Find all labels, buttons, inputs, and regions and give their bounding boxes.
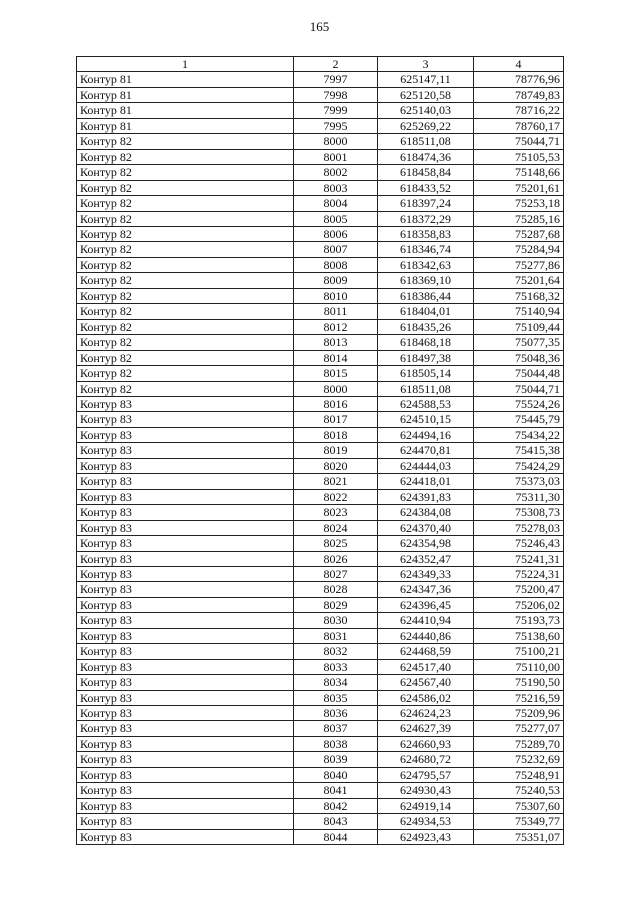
y-coordinate-cell: 75232,69 (474, 752, 564, 767)
x-coordinate-cell: 624440,86 (378, 628, 474, 643)
y-coordinate-cell: 75105,53 (474, 149, 564, 164)
x-coordinate-cell: 624624,23 (378, 706, 474, 721)
x-coordinate-cell: 618397,24 (378, 196, 474, 211)
y-coordinate-cell: 75044,71 (474, 381, 564, 396)
contour-name-cell: Контур 83 (77, 582, 294, 597)
point-number-cell: 7998 (294, 87, 378, 102)
contour-name-cell: Контур 83 (77, 412, 294, 427)
table-row (77, 675, 564, 690)
point-number-cell: 8015 (294, 366, 378, 381)
point-number-cell: 8012 (294, 319, 378, 334)
contour-name-cell: Контур 83 (77, 628, 294, 643)
table-row (77, 474, 564, 489)
table-row (77, 752, 564, 767)
contour-name-cell: Контур 83 (77, 752, 294, 767)
x-coordinate-cell: 618435,26 (378, 319, 474, 334)
y-coordinate-cell: 75216,59 (474, 690, 564, 705)
column-header-2: 2 (294, 57, 378, 72)
page-number: 165 (309, 19, 330, 34)
contour-name-cell: Контур 83 (77, 798, 294, 813)
y-coordinate-cell: 75424,29 (474, 458, 564, 473)
column-header-1: 1 (77, 57, 294, 72)
x-coordinate-cell: 624352,47 (378, 551, 474, 566)
point-number-cell: 8011 (294, 304, 378, 319)
contour-name-cell: Контур 82 (77, 288, 294, 303)
point-number-cell: 8000 (294, 134, 378, 149)
table-row (77, 288, 564, 303)
table-row (77, 690, 564, 705)
point-number-cell: 8018 (294, 427, 378, 442)
table-header-row (77, 57, 564, 72)
y-coordinate-cell: 75200,47 (474, 582, 564, 597)
y-coordinate-cell: 75524,26 (474, 396, 564, 411)
point-number-cell: 8002 (294, 165, 378, 180)
table-row (77, 659, 564, 674)
point-number-cell: 8026 (294, 551, 378, 566)
x-coordinate-cell: 618497,38 (378, 350, 474, 365)
table-row (77, 505, 564, 520)
y-coordinate-cell: 75241,31 (474, 551, 564, 566)
y-coordinate-cell: 75110,00 (474, 659, 564, 674)
contour-name-cell: Контур 83 (77, 536, 294, 551)
point-number-cell: 7999 (294, 103, 378, 118)
y-coordinate-cell: 75415,38 (474, 443, 564, 458)
point-number-cell: 8016 (294, 396, 378, 411)
table-row (77, 304, 564, 319)
x-coordinate-cell: 618404,01 (378, 304, 474, 319)
point-number-cell: 8007 (294, 242, 378, 257)
x-coordinate-cell: 618386,44 (378, 288, 474, 303)
contour-name-cell: Контур 82 (77, 180, 294, 195)
contour-name-cell: Контур 83 (77, 721, 294, 736)
x-coordinate-cell: 624567,40 (378, 675, 474, 690)
x-coordinate-cell: 624391,83 (378, 489, 474, 504)
x-coordinate-cell: 624588,53 (378, 396, 474, 411)
y-coordinate-cell: 75224,31 (474, 566, 564, 581)
contour-name-cell: Контур 82 (77, 165, 294, 180)
point-number-cell: 8032 (294, 644, 378, 659)
contour-name-cell: Контур 83 (77, 489, 294, 504)
table-row (77, 87, 564, 102)
table-row (77, 273, 564, 288)
point-number-cell: 8022 (294, 489, 378, 504)
point-number-cell: 8020 (294, 458, 378, 473)
contour-name-cell: Контур 82 (77, 319, 294, 334)
point-number-cell: 8009 (294, 273, 378, 288)
contour-name-cell: Контур 82 (77, 134, 294, 149)
table-row (77, 427, 564, 442)
point-number-cell: 8019 (294, 443, 378, 458)
table-row (77, 412, 564, 427)
y-coordinate-cell: 75138,60 (474, 628, 564, 643)
contour-name-cell: Контур 82 (77, 226, 294, 241)
contour-name-cell: Контур 83 (77, 814, 294, 829)
y-coordinate-cell: 75044,71 (474, 134, 564, 149)
y-coordinate-cell: 75148,66 (474, 165, 564, 180)
coordinates-table (76, 56, 564, 845)
contour-name-cell: Контур 82 (77, 149, 294, 164)
point-number-cell: 8040 (294, 767, 378, 782)
contour-name-cell: Контур 83 (77, 644, 294, 659)
y-coordinate-cell: 75100,21 (474, 644, 564, 659)
x-coordinate-cell: 624384,08 (378, 505, 474, 520)
contour-name-cell: Контур 81 (77, 118, 294, 133)
x-coordinate-cell: 624919,14 (378, 798, 474, 813)
contour-name-cell: Контур 81 (77, 72, 294, 87)
contour-name-cell: Контур 83 (77, 443, 294, 458)
y-coordinate-cell: 75284,94 (474, 242, 564, 257)
y-coordinate-cell: 75307,60 (474, 798, 564, 813)
contour-name-cell: Контур 83 (77, 520, 294, 535)
table-row (77, 644, 564, 659)
table-row (77, 489, 564, 504)
point-number-cell: 8003 (294, 180, 378, 195)
point-number-cell: 8004 (294, 196, 378, 211)
point-number-cell: 8035 (294, 690, 378, 705)
contour-name-cell: Контур 83 (77, 829, 294, 844)
table-row (77, 381, 564, 396)
contour-name-cell: Контур 82 (77, 257, 294, 272)
x-coordinate-cell: 618369,10 (378, 273, 474, 288)
x-coordinate-cell: 618505,14 (378, 366, 474, 381)
y-coordinate-cell: 75246,43 (474, 536, 564, 551)
column-header-4: 4 (474, 57, 564, 72)
table-row (77, 196, 564, 211)
x-coordinate-cell: 624517,40 (378, 659, 474, 674)
contour-name-cell: Контур 83 (77, 613, 294, 628)
contour-name-cell: Контур 83 (77, 474, 294, 489)
y-coordinate-cell: 75248,91 (474, 767, 564, 782)
x-coordinate-cell: 624510,15 (378, 412, 474, 427)
table-row (77, 118, 564, 133)
y-coordinate-cell: 75373,03 (474, 474, 564, 489)
contour-name-cell: Контур 82 (77, 381, 294, 396)
y-coordinate-cell: 75311,30 (474, 489, 564, 504)
y-coordinate-cell: 75109,44 (474, 319, 564, 334)
y-coordinate-cell: 75289,70 (474, 736, 564, 751)
x-coordinate-cell: 624795,57 (378, 767, 474, 782)
point-number-cell: 8044 (294, 829, 378, 844)
table-row (77, 613, 564, 628)
y-coordinate-cell: 75285,16 (474, 211, 564, 226)
table-row (77, 226, 564, 241)
table-row (77, 242, 564, 257)
contour-name-cell: Контур 82 (77, 242, 294, 257)
y-coordinate-cell: 75206,02 (474, 597, 564, 612)
contour-name-cell: Контур 83 (77, 767, 294, 782)
point-number-cell: 8005 (294, 211, 378, 226)
y-coordinate-cell: 75349,77 (474, 814, 564, 829)
contour-name-cell: Контур 82 (77, 366, 294, 381)
point-number-cell: 8017 (294, 412, 378, 427)
x-coordinate-cell: 618511,08 (378, 134, 474, 149)
y-coordinate-cell: 75308,73 (474, 505, 564, 520)
table-row (77, 798, 564, 813)
contour-name-cell: Контур 83 (77, 505, 294, 520)
y-coordinate-cell: 75445,79 (474, 412, 564, 427)
x-coordinate-cell: 618474,36 (378, 149, 474, 164)
point-number-cell: 8031 (294, 628, 378, 643)
contour-name-cell: Контур 83 (77, 427, 294, 442)
x-coordinate-cell: 618346,74 (378, 242, 474, 257)
x-coordinate-cell: 625120,58 (378, 87, 474, 102)
table-row (77, 350, 564, 365)
point-number-cell: 8024 (294, 520, 378, 535)
table-row (77, 335, 564, 350)
y-coordinate-cell: 75077,35 (474, 335, 564, 350)
point-number-cell: 8038 (294, 736, 378, 751)
x-coordinate-cell: 624370,40 (378, 520, 474, 535)
x-coordinate-cell: 624680,72 (378, 752, 474, 767)
table-row (77, 566, 564, 581)
x-coordinate-cell: 624934,53 (378, 814, 474, 829)
y-coordinate-cell: 75287,68 (474, 226, 564, 241)
point-number-cell: 8013 (294, 335, 378, 350)
table-row (77, 103, 564, 118)
y-coordinate-cell: 75048,36 (474, 350, 564, 365)
point-number-cell: 8027 (294, 566, 378, 581)
y-coordinate-cell: 78760,17 (474, 118, 564, 133)
table-row (77, 257, 564, 272)
x-coordinate-cell: 624410,94 (378, 613, 474, 628)
table-row (77, 165, 564, 180)
y-coordinate-cell: 75277,86 (474, 257, 564, 272)
point-number-cell: 8034 (294, 675, 378, 690)
contour-name-cell: Контур 82 (77, 273, 294, 288)
table-row (77, 706, 564, 721)
y-coordinate-cell: 75193,73 (474, 613, 564, 628)
x-coordinate-cell: 625140,03 (378, 103, 474, 118)
x-coordinate-cell: 624347,36 (378, 582, 474, 597)
contour-name-cell: Контур 83 (77, 706, 294, 721)
point-number-cell: 8021 (294, 474, 378, 489)
table-row (77, 458, 564, 473)
point-number-cell: 8036 (294, 706, 378, 721)
x-coordinate-cell: 624627,39 (378, 721, 474, 736)
y-coordinate-cell: 75201,64 (474, 273, 564, 288)
point-number-cell: 8041 (294, 783, 378, 798)
table-row (77, 211, 564, 226)
table-row (77, 72, 564, 87)
x-coordinate-cell: 624660,93 (378, 736, 474, 751)
contour-name-cell: Контур 83 (77, 690, 294, 705)
contour-name-cell: Контур 81 (77, 87, 294, 102)
x-coordinate-cell: 624396,45 (378, 597, 474, 612)
contour-name-cell: Контур 81 (77, 103, 294, 118)
contour-name-cell: Контур 83 (77, 675, 294, 690)
table-body (77, 72, 564, 845)
contour-name-cell: Контур 83 (77, 551, 294, 566)
table-row (77, 319, 564, 334)
table-row (77, 783, 564, 798)
x-coordinate-cell: 624470,81 (378, 443, 474, 458)
point-number-cell: 8000 (294, 381, 378, 396)
table-row (77, 396, 564, 411)
point-number-cell: 8037 (294, 721, 378, 736)
x-coordinate-cell: 624586,02 (378, 690, 474, 705)
table-row (77, 767, 564, 782)
table-row (77, 134, 564, 149)
table-row (77, 180, 564, 195)
y-coordinate-cell: 78716,22 (474, 103, 564, 118)
table-row (77, 582, 564, 597)
x-coordinate-cell: 624930,43 (378, 783, 474, 798)
y-coordinate-cell: 75190,50 (474, 675, 564, 690)
x-coordinate-cell: 618372,29 (378, 211, 474, 226)
point-number-cell: 8039 (294, 752, 378, 767)
point-number-cell: 7997 (294, 72, 378, 87)
table-row (77, 149, 564, 164)
contour-name-cell: Контур 83 (77, 659, 294, 674)
contour-name-cell: Контур 83 (77, 597, 294, 612)
table-row (77, 536, 564, 551)
x-coordinate-cell: 625269,22 (378, 118, 474, 133)
point-number-cell: 8030 (294, 613, 378, 628)
x-coordinate-cell: 624494,16 (378, 427, 474, 442)
table-row (77, 551, 564, 566)
point-number-cell: 8008 (294, 257, 378, 272)
point-number-cell: 8014 (294, 350, 378, 365)
point-number-cell: 8023 (294, 505, 378, 520)
x-coordinate-cell: 624418,01 (378, 474, 474, 489)
y-coordinate-cell: 75253,18 (474, 196, 564, 211)
point-number-cell: 8033 (294, 659, 378, 674)
contour-name-cell: Контур 82 (77, 304, 294, 319)
contour-name-cell: Контур 83 (77, 783, 294, 798)
y-coordinate-cell: 75277,07 (474, 721, 564, 736)
y-coordinate-cell: 75209,96 (474, 706, 564, 721)
y-coordinate-cell: 75351,07 (474, 829, 564, 844)
point-number-cell: 8028 (294, 582, 378, 597)
y-coordinate-cell: 75278,03 (474, 520, 564, 535)
x-coordinate-cell: 624468,59 (378, 644, 474, 659)
x-coordinate-cell: 618342,63 (378, 257, 474, 272)
x-coordinate-cell: 618433,52 (378, 180, 474, 195)
table-row (77, 721, 564, 736)
table-row (77, 736, 564, 751)
point-number-cell: 8042 (294, 798, 378, 813)
table-row (77, 628, 564, 643)
y-coordinate-cell: 75168,32 (474, 288, 564, 303)
x-coordinate-cell: 624349,33 (378, 566, 474, 581)
point-number-cell: 8006 (294, 226, 378, 241)
column-header-3: 3 (378, 57, 474, 72)
contour-name-cell: Контур 82 (77, 335, 294, 350)
y-coordinate-cell: 78749,83 (474, 87, 564, 102)
y-coordinate-cell: 75434,22 (474, 427, 564, 442)
point-number-cell: 8010 (294, 288, 378, 303)
contour-name-cell: Контур 83 (77, 566, 294, 581)
contour-name-cell: Контур 82 (77, 350, 294, 365)
point-number-cell: 8001 (294, 149, 378, 164)
contour-name-cell: Контур 83 (77, 736, 294, 751)
point-number-cell: 8025 (294, 536, 378, 551)
x-coordinate-cell: 618358,83 (378, 226, 474, 241)
x-coordinate-cell: 624354,98 (378, 536, 474, 551)
table-row (77, 366, 564, 381)
x-coordinate-cell: 618468,18 (378, 335, 474, 350)
y-coordinate-cell: 75140,94 (474, 304, 564, 319)
point-number-cell: 7995 (294, 118, 378, 133)
table-row (77, 443, 564, 458)
table-row (77, 829, 564, 844)
point-number-cell: 8029 (294, 597, 378, 612)
table-row (77, 520, 564, 535)
contour-name-cell: Контур 83 (77, 396, 294, 411)
contour-name-cell: Контур 82 (77, 211, 294, 226)
x-coordinate-cell: 624923,43 (378, 829, 474, 844)
y-coordinate-cell: 75201,61 (474, 180, 564, 195)
table-row (77, 597, 564, 612)
x-coordinate-cell: 618458,84 (378, 165, 474, 180)
y-coordinate-cell: 75044,48 (474, 366, 564, 381)
contour-name-cell: Контур 83 (77, 458, 294, 473)
point-number-cell: 8043 (294, 814, 378, 829)
y-coordinate-cell: 75240,53 (474, 783, 564, 798)
x-coordinate-cell: 625147,11 (378, 72, 474, 87)
y-coordinate-cell: 78776,96 (474, 72, 564, 87)
table-row (77, 814, 564, 829)
x-coordinate-cell: 624444,03 (378, 458, 474, 473)
contour-name-cell: Контур 82 (77, 196, 294, 211)
x-coordinate-cell: 618511,08 (378, 381, 474, 396)
